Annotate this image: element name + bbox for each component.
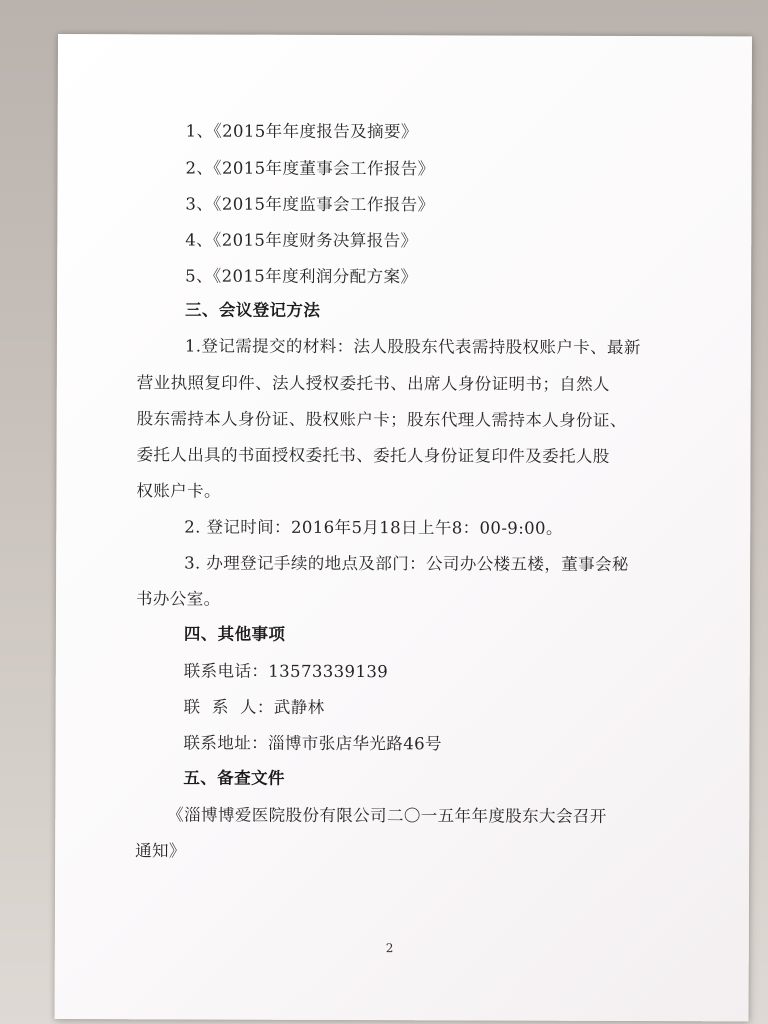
report-item-4: 4、《2015年度财务决算报告》 — [185, 230, 418, 251]
report-item-5: 5、《2015年度利润分配方案》 — [185, 266, 418, 287]
registration-location-line-1: 3. 办理登记手续的地点及部门：公司办公楼五楼，董事会秘 — [184, 553, 629, 574]
page-number: 2 — [385, 941, 394, 956]
registration-materials-line-4: 委托人出具的书面授权委托书、委托人身份证复印件及委托人股 — [136, 445, 610, 466]
registration-materials-line-1: 1.登记需提交的材料：法人股股东代表需持股权账户卡、最新 — [184, 336, 641, 358]
registration-location-line-2: 书办公室。 — [135, 589, 221, 609]
contact-person: 联 系 人：武静林 — [183, 697, 325, 717]
report-item-2: 2、《2015年度董事会工作报告》 — [185, 158, 435, 179]
report-item-1: 1、《2015年年度报告及摘要》 — [185, 121, 418, 142]
registration-materials-line-2: 营业执照复印件、法人授权委托书、出席人身份证明书；自然人 — [136, 373, 611, 394]
reference-file-line-2: 通知》 — [135, 841, 186, 861]
document-page — [55, 34, 752, 1021]
report-item-3: 3、《2015年度监事会工作报告》 — [185, 194, 435, 215]
section-5-heading: 五、备查文件 — [183, 768, 285, 788]
section-4-heading: 四、其他事项 — [183, 624, 286, 644]
registration-time: 2. 登记时间：2016年5月18日上午8：00-9:00。 — [184, 517, 563, 538]
registration-materials-line-5: 权账户卡。 — [136, 481, 221, 501]
registration-materials-line-3: 股东需持本人身份证、股权账户卡；股东代理人需持本人身份证、 — [136, 409, 627, 430]
reference-file-line-1: 《淄博博爱医院股份有限公司二〇一五年年度股东大会召开 — [167, 805, 607, 826]
contact-address: 联系地址：淄博市张店华光路46号 — [183, 733, 442, 754]
section-3-heading: 三、会议登记方法 — [185, 300, 321, 320]
contact-phone: 联系电话：13573339139 — [183, 661, 389, 682]
